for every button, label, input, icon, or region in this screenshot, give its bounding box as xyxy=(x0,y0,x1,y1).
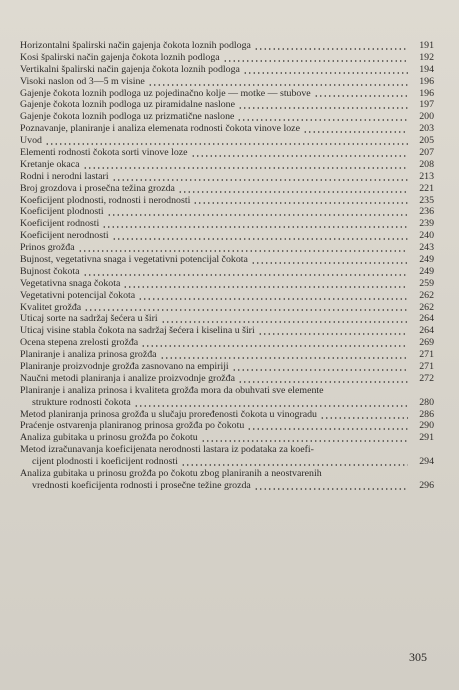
toc-entry-title: Rodni i nerodni lastari xyxy=(20,170,109,182)
toc-entry xyxy=(20,76,434,88)
toc-entry-page: 294 xyxy=(419,456,434,468)
toc-entry-title: vrednosti koeficijenta rodnosti i prosečne težine grozda xyxy=(32,479,251,491)
toc-leader-dots xyxy=(107,214,408,216)
toc-entry-title: Broj grozdova i prosečna težina grozda xyxy=(20,182,175,194)
toc-entry-page: 264 xyxy=(419,325,434,337)
toc-entry xyxy=(20,278,434,290)
toc-leader-dots xyxy=(254,488,408,490)
toc-entry xyxy=(20,242,434,254)
toc-entry-page: 249 xyxy=(419,254,434,266)
toc-entry-page: 203 xyxy=(419,123,434,135)
toc-entry-page: 271 xyxy=(419,349,434,361)
toc-entry xyxy=(20,302,434,314)
toc-entry xyxy=(20,266,434,278)
toc-entry xyxy=(20,397,434,409)
toc-entry-page: 194 xyxy=(419,63,434,75)
toc-entry-page: 197 xyxy=(419,99,434,111)
toc-entry-page: 196 xyxy=(419,87,434,99)
toc-entry xyxy=(20,206,434,218)
toc-entry-title: Vegetativni potencijal čokota xyxy=(20,289,136,301)
toc-entry-title: Bujnost, vegetativna snaga i vegetativni potencijal čokota xyxy=(20,254,248,266)
toc-entry xyxy=(20,218,434,230)
toc-leader-dots xyxy=(237,119,408,121)
toc-entry xyxy=(20,99,434,111)
toc-entry xyxy=(20,456,434,468)
toc-entry xyxy=(20,337,434,349)
toc-entry-title: Koeficijent rodnosti xyxy=(20,218,100,230)
toc-entry xyxy=(20,195,434,207)
toc-entry-title: Planiranje i analiza prinosa i kvaliteta grožđa mora da obuhvati sve elemente xyxy=(20,384,324,396)
toc-entry-title: Vertikalni špalirski način gajenja čokota loznih podloga xyxy=(20,63,240,75)
toc-entry-title: cijent plodnosti i koeficijent rodnosti xyxy=(32,456,178,468)
toc-entry-title: Analiza gubitaka u prinosu grožđa po čokotu zbog planiranih a neostvarenih xyxy=(20,468,322,480)
toc-entry-title: Metod planiranja prinosa grožđa u slučaju proređenosti čokota u vinogradu xyxy=(20,408,317,420)
toc-leader-dots xyxy=(178,191,408,193)
toc-entry xyxy=(20,468,434,480)
toc-leader-dots xyxy=(78,250,408,252)
toc-entry-page: 264 xyxy=(419,313,434,325)
toc-entry xyxy=(20,325,434,337)
toc-leader-dots xyxy=(243,72,408,74)
toc-leader-dots xyxy=(251,262,408,264)
toc-entry-title: Metod izračunavanja koeficijenata nerodnosti lastara iz podataka za koefi- xyxy=(20,444,314,456)
toc-leader-dots xyxy=(191,155,408,157)
toc-leader-dots xyxy=(123,286,408,288)
toc-entry-page: 235 xyxy=(419,194,434,206)
toc-leader-dots xyxy=(247,428,408,430)
toc-entry xyxy=(20,111,434,123)
toc-entry-title: Uticaj visine stabla čokota na sadržaj šećera i kiselina u širi xyxy=(20,325,255,337)
toc-leader-dots xyxy=(314,95,408,97)
toc-leader-dots xyxy=(141,345,408,347)
toc-entry-title: Visoki naslon od 3—5 m visine xyxy=(20,75,145,87)
toc-entry-title: Uvod xyxy=(20,135,42,147)
toc-entry-title: Koeficijent plodnosti xyxy=(20,206,104,218)
toc-entry-title: Uticaj sorte na sadržaj šećera u širi xyxy=(20,313,158,325)
toc-entry xyxy=(20,349,434,361)
toc-entry-title: Kosi špalirski način gajenja čokota loznih podloga xyxy=(20,51,220,63)
toc-entry-page: 240 xyxy=(419,230,434,242)
toc-entry xyxy=(20,409,434,421)
toc-leader-dots xyxy=(83,167,409,169)
toc-leader-dots xyxy=(193,202,408,204)
toc-entry xyxy=(20,480,434,492)
toc-entry xyxy=(20,123,434,135)
toc-entry xyxy=(20,40,434,52)
toc-entry-title: Naučni metodi planiranja i analize proizvodnje grožđa xyxy=(20,372,235,384)
toc-entry xyxy=(20,444,434,456)
toc-leader-dots xyxy=(161,321,408,323)
toc-entry-page: 221 xyxy=(419,182,434,194)
toc-leader-dots xyxy=(238,107,408,109)
toc-entry xyxy=(20,290,434,302)
toc-entry-page: 291 xyxy=(419,432,434,444)
toc-entry-page: 262 xyxy=(419,301,434,313)
toc-leader-dots xyxy=(238,381,408,383)
toc-entry-page: 191 xyxy=(419,40,434,51)
toc-entry-page: 213 xyxy=(419,170,434,182)
toc-entry xyxy=(20,313,434,325)
toc-leader-dots xyxy=(181,464,408,466)
toc-entry xyxy=(20,421,434,433)
toc-leader-dots xyxy=(254,48,408,50)
toc-entry xyxy=(20,159,434,171)
toc-entry xyxy=(20,88,434,100)
toc-entry-title: Koeficijent plodnosti, rodnosti i nerodnosti xyxy=(20,194,191,206)
toc-entry-page: 269 xyxy=(419,337,434,349)
toc-entry-title: strukture rodnosti čokota xyxy=(32,396,131,408)
toc-entry xyxy=(20,52,434,64)
toc-entry-page: 262 xyxy=(419,289,434,301)
toc-entry-page: 236 xyxy=(419,206,434,218)
toc-leader-dots xyxy=(138,298,408,300)
toc-entry xyxy=(20,432,434,444)
toc-entry-title: Gajenje čokota loznih podloga uz prizmatične naslone xyxy=(20,111,235,123)
toc-entry xyxy=(20,64,434,76)
toc-entry xyxy=(20,385,434,397)
toc-entry xyxy=(20,135,434,147)
toc-entry-page: 192 xyxy=(419,51,434,63)
toc-entry-page: 249 xyxy=(419,265,434,277)
toc-entry-title: Gajenje čokota loznih podloga uz pojedinačno kolje — motke — stubove xyxy=(20,87,311,99)
toc-entry-title: Kretanje okaca xyxy=(20,158,80,170)
toc-entry-title: Planiranje proizvodnje grožđa zasnovano na empiriji xyxy=(20,361,229,373)
toc-entry-page: 296 xyxy=(419,479,434,491)
toc-entry-title: Koeficijent nerodnosti xyxy=(20,230,109,242)
toc-entry-title: Prinos grožđa xyxy=(20,242,75,254)
toc-entry-title: Planiranje i analiza prinosa grožđa xyxy=(20,349,157,361)
page-number: 305 xyxy=(409,650,427,664)
toc-entry xyxy=(20,230,434,242)
toc-leader-dots xyxy=(223,60,408,62)
toc-entry xyxy=(20,183,434,195)
toc-entry xyxy=(20,147,434,159)
toc-entry-page: 243 xyxy=(419,242,434,254)
toc-entry-page: 271 xyxy=(419,361,434,373)
toc-entry-page: 259 xyxy=(419,277,434,289)
toc-entry xyxy=(20,361,434,373)
toc-entry-title: Vegetativna snaga čokota xyxy=(20,277,121,289)
toc-leader-dots xyxy=(303,131,408,133)
toc-leader-dots xyxy=(148,84,408,86)
toc-entry xyxy=(20,171,434,183)
toc-leader-dots xyxy=(160,357,408,359)
toc-leader-dots xyxy=(134,405,408,407)
toc-leader-dots xyxy=(320,417,408,419)
toc-leader-dots xyxy=(258,333,408,335)
toc-entry-title: Poznavanje, planiranje i analiza elemenata rodnosti čokota vinove loze xyxy=(20,123,300,135)
toc-entry-title: Bujnost čokota xyxy=(20,265,80,277)
toc-leader-dots xyxy=(83,274,408,276)
toc-entry-page: 286 xyxy=(419,408,434,420)
toc-leader-dots xyxy=(45,143,408,145)
toc-leader-dots xyxy=(102,226,408,228)
toc-entry-page: 207 xyxy=(419,147,434,158)
toc-entry-title: Kvalitet grožđa xyxy=(20,301,82,313)
toc-entry-title: Horizontalni špalirski način gajenja čokota loznih podloga xyxy=(20,40,251,51)
toc-entry-page: 239 xyxy=(419,218,434,230)
toc-entry-page: 205 xyxy=(419,135,434,147)
toc-entry-page: 196 xyxy=(419,75,434,87)
toc-entry-page: 280 xyxy=(419,396,434,408)
toc-entry-title: Ocena stepena zrelosti grožđa xyxy=(20,337,139,349)
toc-leader-dots xyxy=(232,369,408,371)
toc-entry-page: 208 xyxy=(419,158,434,170)
toc-leader-dots xyxy=(84,309,408,311)
toc-entry-title: Analiza gubitaka u prinosu grožđa po čokotu xyxy=(20,432,198,444)
toc-entry-title: Elementi rodnosti čokota sorti vinove loze xyxy=(20,147,188,158)
toc-leader-dots xyxy=(112,179,408,181)
toc-leader-dots xyxy=(112,238,408,240)
toc-entry-title: Praćenje ostvarenja planiranog prinosa grožđa po čokotu xyxy=(20,420,245,432)
toc-entry-page: 290 xyxy=(419,420,434,432)
toc-leader-dots xyxy=(201,440,408,442)
toc-entry xyxy=(20,254,434,266)
toc-entry-page: 272 xyxy=(419,372,434,384)
toc-entry-page: 200 xyxy=(419,111,434,123)
toc-entry-title: Gajenje čokota loznih podloga uz piramidalne naslone xyxy=(20,99,235,111)
toc-entry xyxy=(20,373,434,385)
table-of-contents xyxy=(20,40,434,492)
